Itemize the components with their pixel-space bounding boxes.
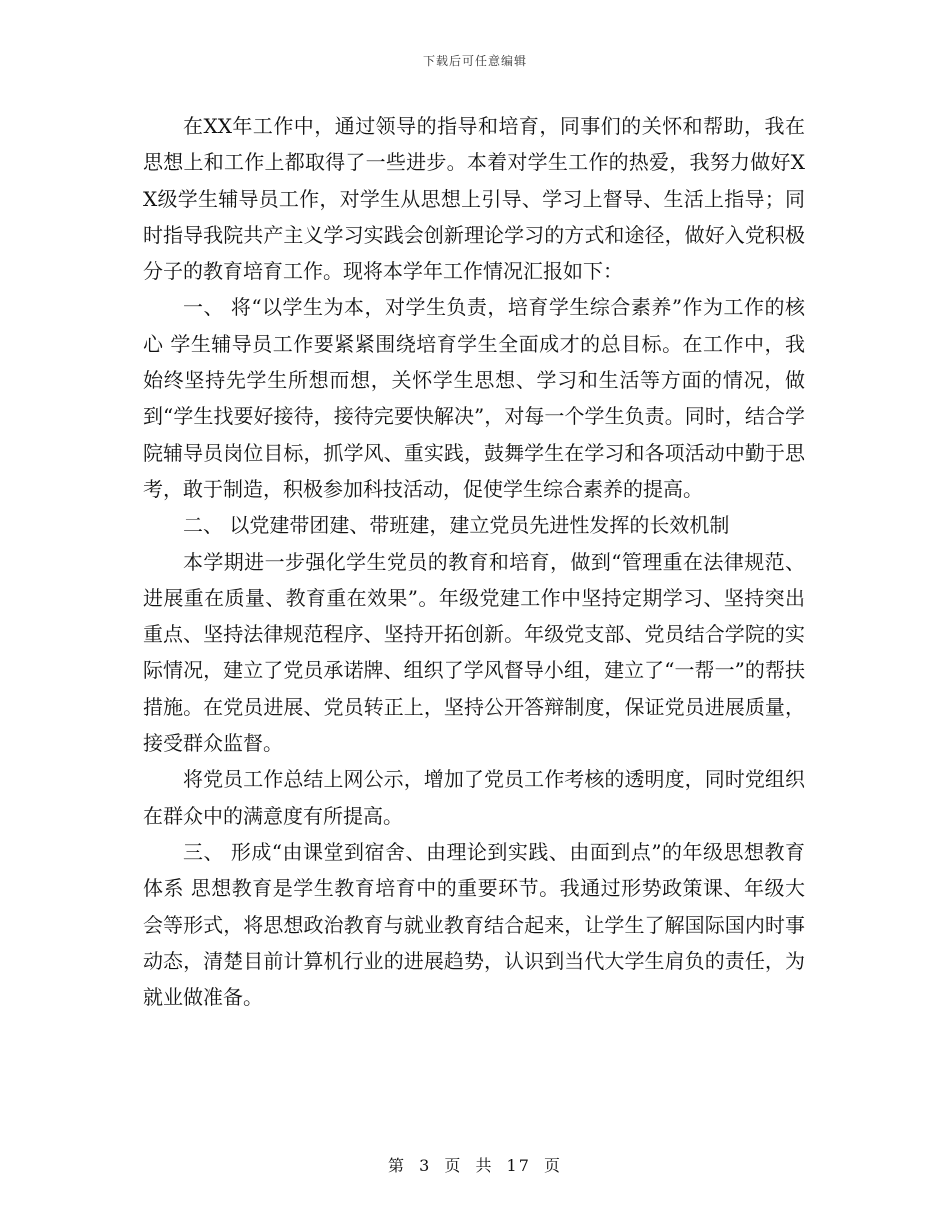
document-body	[143, 108, 805, 1015]
paragraph-section-one: 一、 将“以学生为本，对学生负责，培育学生综合素养”作为工作的核心 学生辅导员工作要紧紧围绕培育学生全面成才的总目标。在工作中，我始终坚持先学生所想而想，关怀学生思想、学习和生活等方面的情况，做到“学生找要好接待，接待完要快解决”，对每一个学生负责。同时，结合学院辅导员岗位目标，抓学风、重实践，鼓舞学生在学习和各项活动中勤于思考，敢于制造，积极参加科技活动，促使学生综合素养的提高。	[143, 295, 805, 501]
page-number: 第 3 页 共 17 页	[388, 1156, 562, 1175]
paragraph-section-two-heading: 二、 以党建带团建、带班建，建立党员先进性发挥的长效机制	[183, 513, 730, 538]
header-note: 下载后可任意编辑	[422, 54, 527, 68]
paragraph-section-two-body: 本学期进一步强化学生党员的教育和培育，做到“管理重在法律规范、进展重在质量、教育重在效果”。年级党建工作中坚持定期学习、坚持突出重点、坚持法律规范程序、坚持开拓创新。年级党支部、党员结合学院的实际情况，建立了党员承诺牌、组织了学风督导小组，建立了“一帮一”的帮扶措施。在党员进展、党员转正上，坚持公开答辩制度，保证党员进展质量，接受群众监督。	[143, 549, 805, 756]
paragraph-section-three: 三、 形成“由课堂到宿舍、由理论到实践、由面到点”的年级思想教育体系 思想教育是学生教育培育中的重要环节。我通过形势政策课、年级大会等形式，将思想政治教育与就业教育结合起来，让学生了解国际国内时事动态，清楚目前计算机行业的进展趋势，认识到当代大学生肩负的责任，为就业做准备。	[143, 839, 805, 1010]
paragraph-section-two-publicity: 将党员工作总结上网公示，增加了党员工作考核的透明度，同时党组织在群众中的满意度有所提高。	[143, 767, 805, 828]
paragraph-intro: 在XX年工作中，通过领导的指导和培育，同事们的关怀和帮助，我在思想上和工作上都取得了一些进步。本着对学生工作的热爱，我努力做好XX级学生辅导员工作，对学生从思想上引导、学习上督导、生活上指导；同时指导我院共产主义学习实践会创新理论学习的方式和途径，做好入党积极分子的教育培育工作。现将本学年工作情况汇报如下：	[143, 114, 805, 284]
